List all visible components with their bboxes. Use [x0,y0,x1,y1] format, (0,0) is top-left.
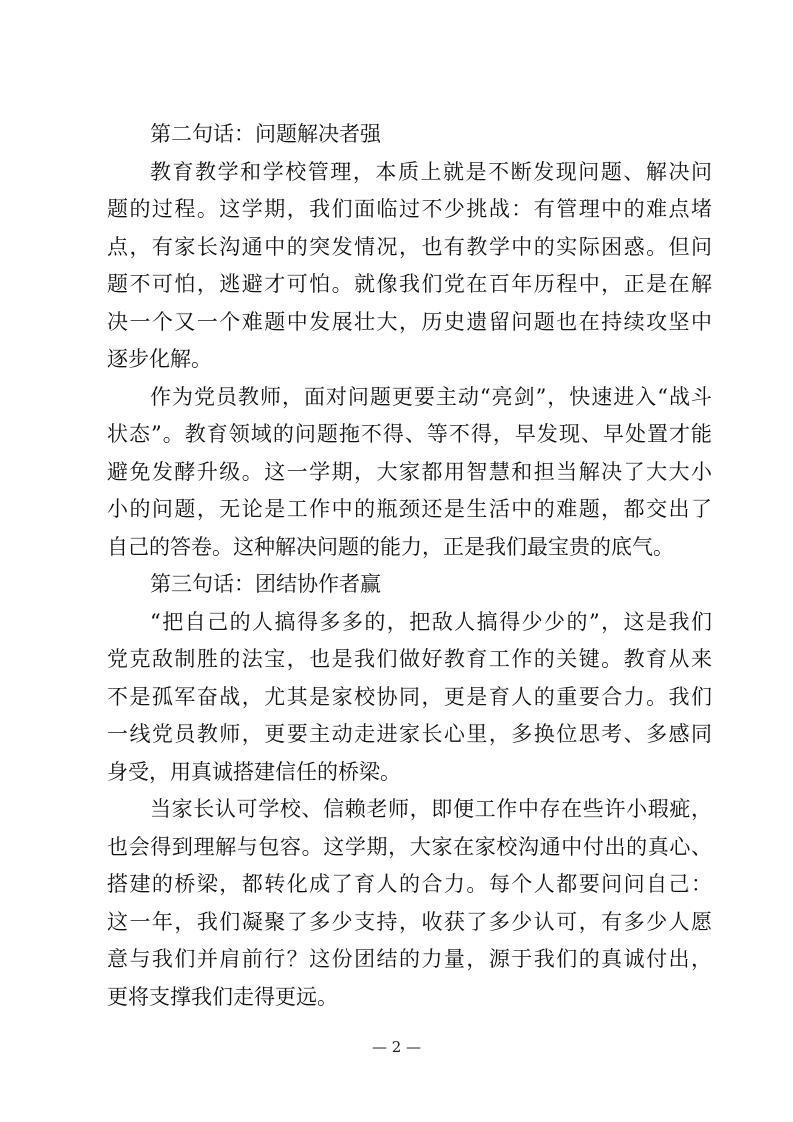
text-line: 作为党员教师，面对问题更要主动“亮剑”，快速进入“战斗 [150,384,712,409]
paragraph [107,154,712,379]
text-line: 搭建的桥梁，都转化成了育人的合力。每个人都要问问自己： [107,872,712,896]
paragraph [107,604,712,792]
text-line: 题的过程。这学期，我们面临过不少挑战：有管理中的难点堵 [107,197,712,221]
text-line: 教育教学和学校管理，本质上就是不断发现问题、解决问 [150,159,712,184]
text-line: 意与我们并肩前行？这份团结的力量，源于我们的真诚付出， [107,947,712,971]
paragraph [107,379,712,567]
section-heading [107,116,712,154]
text-line: “把自己的人搞得多多的，把敌人搞得少少的”，这是我们 [150,609,712,634]
text-line: 第二句话：问题解决者强 [150,122,381,146]
text-line: 也会得到理解与包容。这学期，大家在家校沟通中付出的真心、 [107,834,712,859]
page-number: — 2 — [371,1038,422,1056]
text-line: 党克敌制胜的法宝，也是我们做好教育工作的关键。教育从来 [107,647,712,671]
text-line: 不是孤军奋战，尤其是家校协同，更是育人的重要合力。我们 [107,684,712,709]
text-line: 自己的答卷。这种解决问题的能力，正是我们最宝贵的底气。 [107,534,674,559]
text-line: 点，有家长沟通中的突发情况，也有教学中的实际困惑。但问 [107,234,712,259]
document-body [107,116,712,1016]
text-line: 避免发酵升级。这一学期，大家都用智慧和担当解决了大大小 [107,459,712,484]
text-line: 题不可怕，逃避才可怕。就像我们党在百年历程中，正是在解 [107,272,712,296]
text-line: 这一年，我们凝聚了多少支持，收获了多少认可，有多少人愿 [107,909,712,934]
section-heading [107,566,712,604]
text-line: 状态”。教育领域的问题拖不得、等不得，早发现、早处置才能 [107,422,712,446]
text-line: 决一个又一个难题中发展壮大，历史遗留问题也在持续攻坚中 [107,309,712,334]
text-line: 逐步化解。 [107,347,212,371]
paragraph [107,791,712,1016]
text-line: 当家长认可学校、信赖老师，即便工作中存在些许小瑕疵， [150,797,712,821]
text-line: 小的问题，无论是工作中的瓶颈还是生活中的难题，都交出了 [107,497,712,521]
text-line: 一线党员教师，更要主动走进家长心里，多换位思考、多感同 [107,722,712,746]
text-line: 身受，用真诚搭建信任的桥梁。 [107,759,401,784]
text-line: 更将支撑我们走得更远。 [107,984,338,1009]
text-line: 第三句话：团结协作者赢 [150,572,381,596]
